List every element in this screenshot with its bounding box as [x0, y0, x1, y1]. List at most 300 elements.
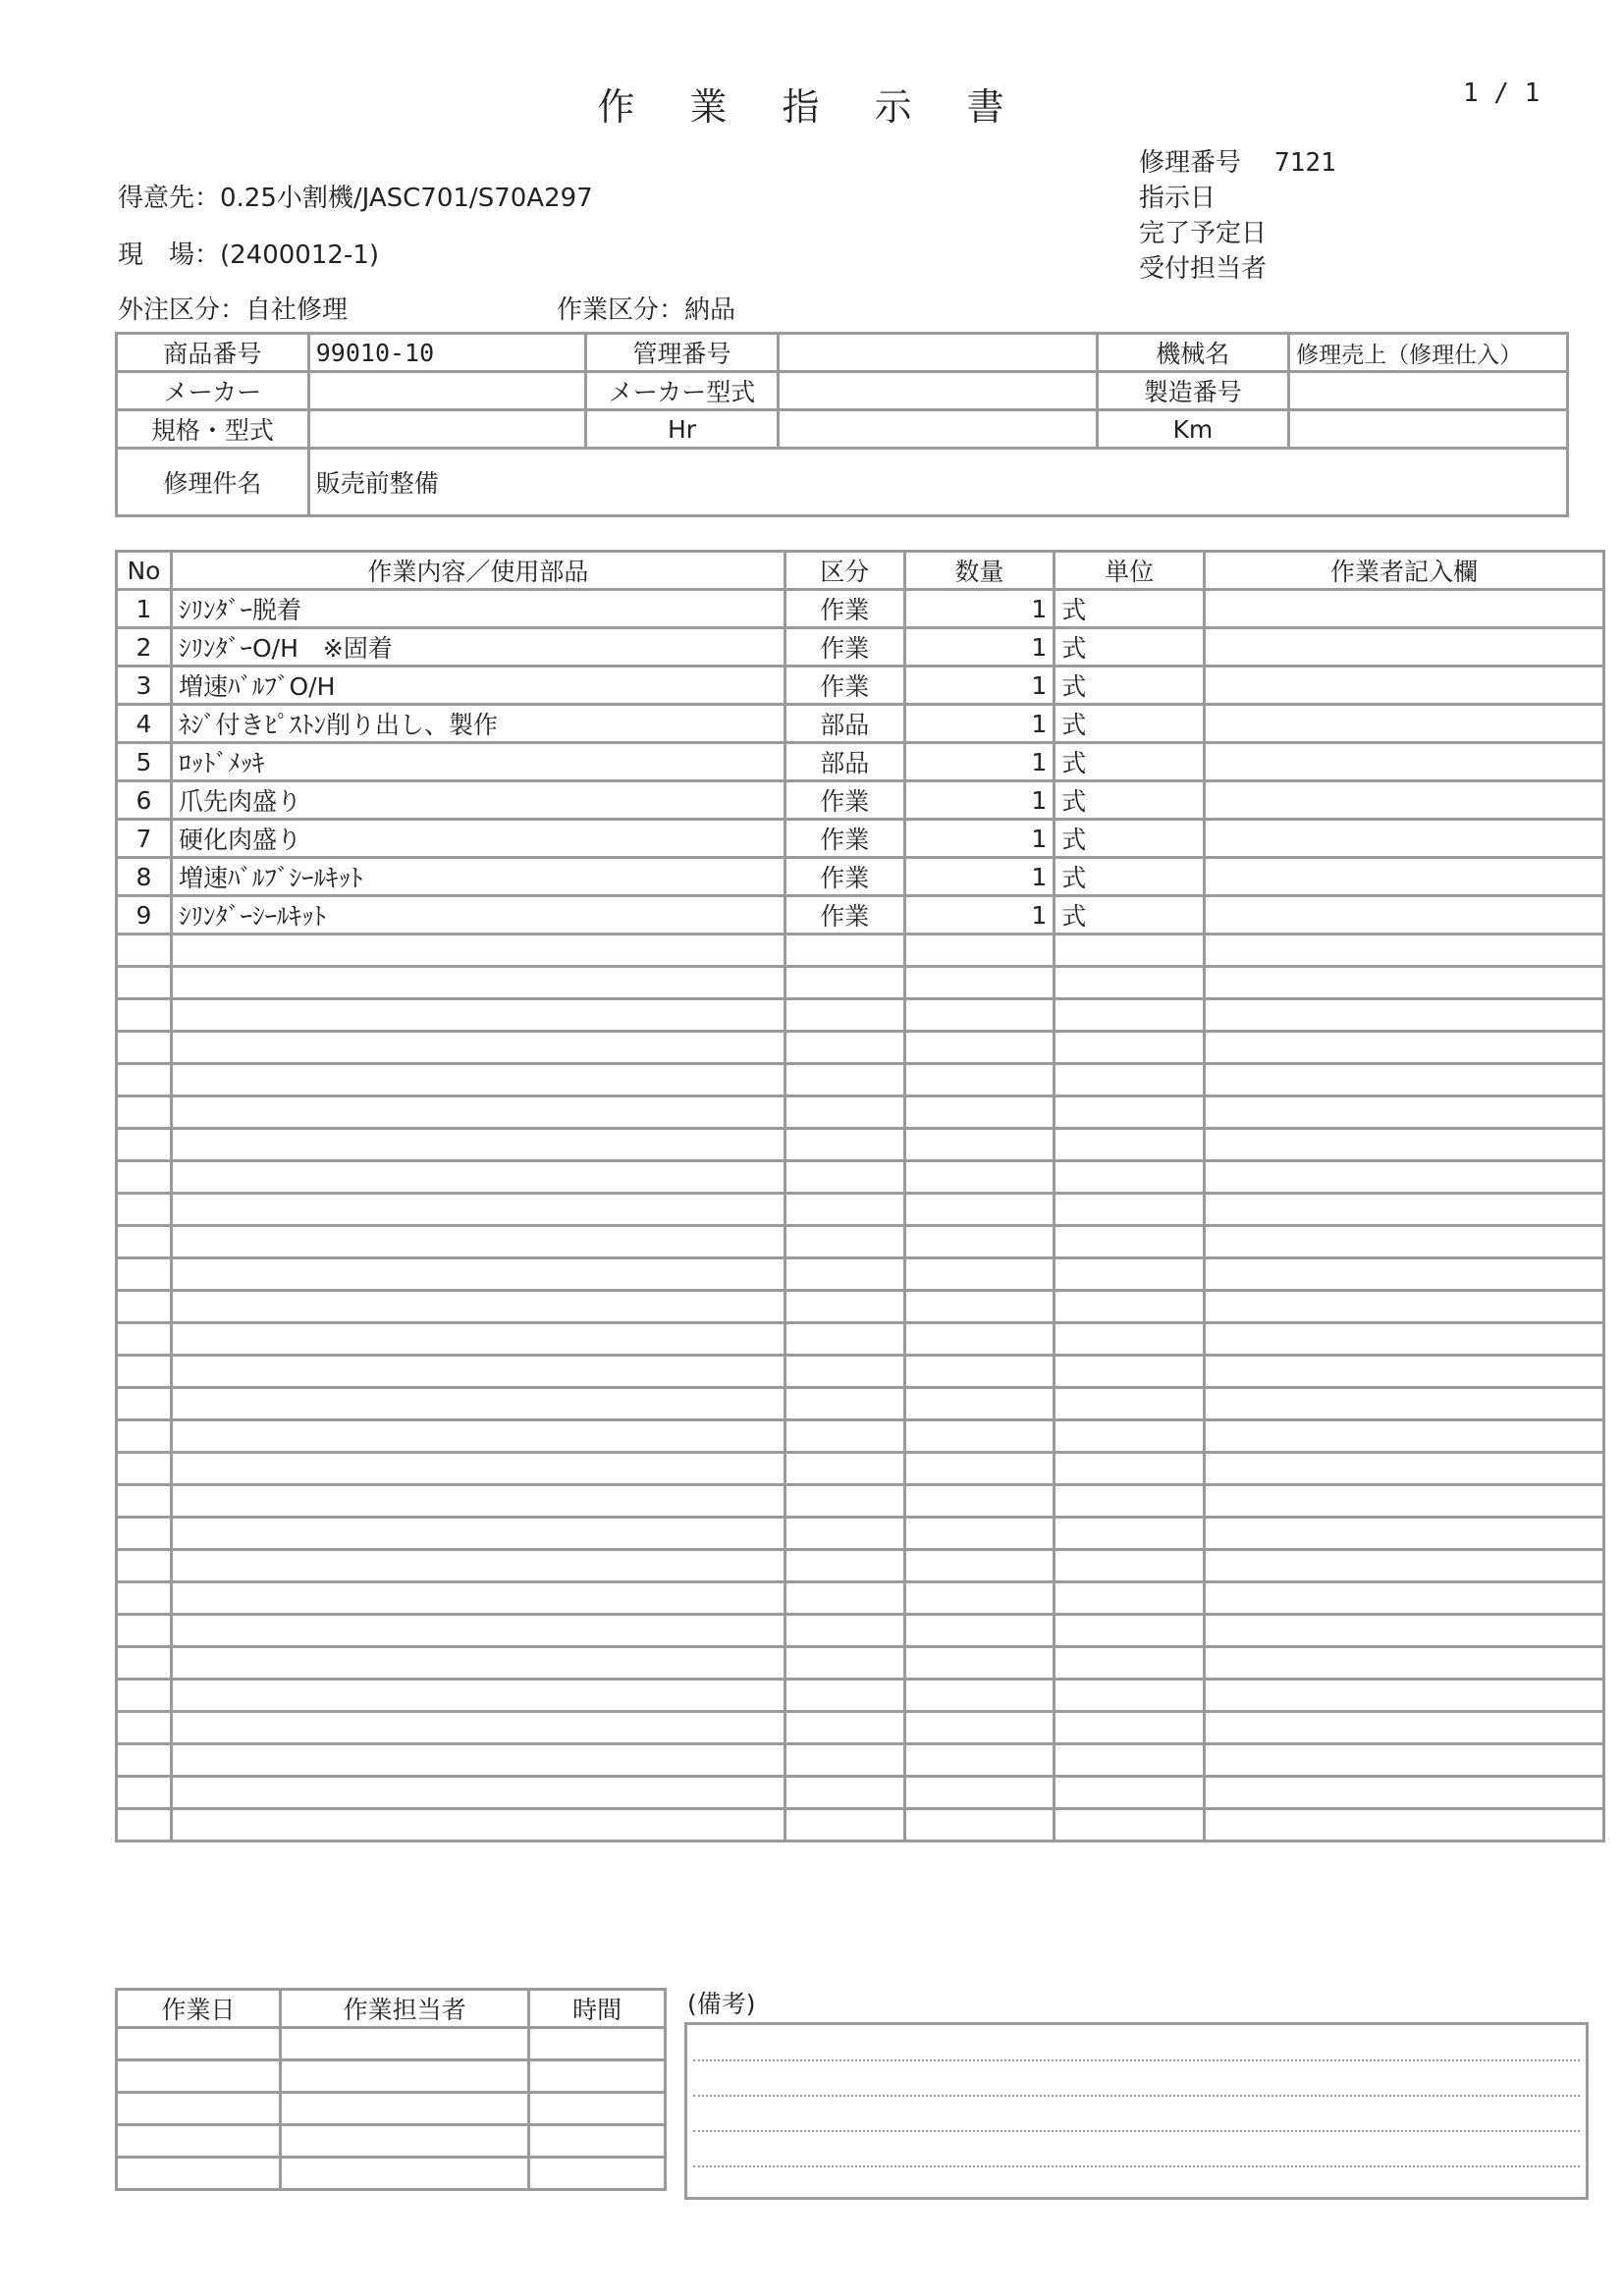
- subject: 販売前整備: [308, 449, 1567, 516]
- machine-name: 修理売上（修理仕入）: [1289, 334, 1568, 372]
- log-cell: [281, 2093, 529, 2125]
- empty-cell: [1055, 1291, 1205, 1323]
- empty-table-row: [117, 1453, 1604, 1485]
- log-cell: [117, 2125, 281, 2158]
- empty-cell: [784, 1064, 904, 1096]
- empty-cell: [904, 1647, 1055, 1680]
- empty-cell: [117, 1129, 172, 1161]
- empty-cell: [171, 1420, 784, 1453]
- table-row: [117, 820, 1604, 858]
- subject-label: 修理件名: [117, 449, 309, 516]
- empty-cell: [117, 1453, 172, 1485]
- empty-cell: [171, 1388, 784, 1420]
- empty-cell: [1055, 1032, 1205, 1064]
- row-kind: 部品: [784, 705, 904, 743]
- empty-cell: [117, 1615, 172, 1647]
- empty-cell: [1204, 1064, 1603, 1096]
- empty-cell: [1204, 1647, 1603, 1680]
- empty-cell: [117, 1064, 172, 1096]
- log-cell: [529, 2060, 666, 2093]
- row-unit: 式: [1055, 705, 1205, 743]
- empty-cell: [117, 1712, 172, 1744]
- log-cell: [117, 2028, 281, 2060]
- empty-table-row: [117, 1518, 1604, 1550]
- work-category: 作業区分：納品: [557, 295, 736, 325]
- row-worker-notes: [1204, 667, 1603, 705]
- empty-table-row: [117, 1777, 1604, 1809]
- empty-cell: [1204, 1194, 1603, 1226]
- empty-table-row: [117, 1356, 1604, 1388]
- machine-name-label: 機械名: [1097, 334, 1289, 372]
- empty-cell: [117, 1485, 172, 1518]
- page-number: 1 / 1: [1463, 79, 1541, 108]
- km-value: [1289, 410, 1568, 449]
- empty-cell: [171, 1453, 784, 1485]
- empty-cell: [171, 1323, 784, 1356]
- log-cell: [529, 2093, 666, 2125]
- empty-cell: [784, 1485, 904, 1518]
- row-quantity: 1: [904, 590, 1055, 628]
- empty-cell: [1204, 1518, 1603, 1550]
- row-quantity: 1: [904, 896, 1055, 934]
- row-no: 3: [117, 667, 172, 705]
- spec-label: 規格・型式: [117, 410, 309, 449]
- empty-cell: [1055, 1129, 1205, 1161]
- empty-cell: [117, 967, 172, 999]
- empty-cell: [1055, 1226, 1205, 1258]
- table-row: [117, 667, 1604, 705]
- site: 現 場：(2400012-1): [118, 240, 380, 270]
- empty-table-row: [117, 1615, 1604, 1647]
- remarks-line: [693, 2130, 1580, 2132]
- empty-cell: [1204, 999, 1603, 1032]
- empty-cell: [171, 1258, 784, 1291]
- empty-cell: [904, 1420, 1055, 1453]
- table-row: [117, 628, 1604, 667]
- empty-cell: [1204, 1712, 1603, 1744]
- empty-cell: [904, 1194, 1055, 1226]
- work-table-body: [117, 590, 1604, 1842]
- repair-no: 7121: [1274, 148, 1336, 178]
- log-cell: [117, 2093, 281, 2125]
- empty-cell: [117, 1096, 172, 1129]
- work-log-table: [115, 1988, 667, 2191]
- empty-cell: [784, 1291, 904, 1323]
- empty-cell: [1204, 1550, 1603, 1582]
- row-quantity: 1: [904, 858, 1055, 896]
- empty-cell: [117, 1356, 172, 1388]
- empty-cell: [117, 1161, 172, 1194]
- row-unit: 式: [1055, 781, 1205, 820]
- instruction-date-label: 指示日: [1139, 184, 1217, 213]
- remarks-line: [693, 2059, 1580, 2061]
- row-no: 7: [117, 820, 172, 858]
- empty-table-row: [117, 1291, 1604, 1323]
- empty-cell: [904, 1809, 1055, 1842]
- empty-cell: [1055, 1582, 1205, 1615]
- empty-cell: [117, 1388, 172, 1420]
- repair-no-label: 修理番号: [1139, 148, 1242, 178]
- empty-cell: [1204, 1485, 1603, 1518]
- empty-table-row: [117, 1582, 1604, 1615]
- row-description: 増速ﾊﾞﾙﾌﾞｼｰﾙｷｯﾄ: [171, 858, 784, 896]
- empty-cell: [904, 1388, 1055, 1420]
- empty-cell: [1055, 1194, 1205, 1226]
- row-description: ﾈｼﾞ付きﾋﾟｽﾄﾝ削り出し、製作: [171, 705, 784, 743]
- row-worker-notes: [1204, 628, 1603, 667]
- table-row: [117, 858, 1604, 896]
- empty-cell: [1204, 1615, 1603, 1647]
- row-description: ﾛｯﾄﾞﾒｯｷ: [171, 743, 784, 781]
- empty-cell: [171, 1777, 784, 1809]
- empty-table-row: [117, 1420, 1604, 1453]
- mgmt-no: [778, 334, 1097, 372]
- empty-cell: [1204, 1096, 1603, 1129]
- outsource-category: 外注区分：自社修理: [118, 295, 349, 325]
- log-cell: [281, 2125, 529, 2158]
- empty-cell: [1204, 1388, 1603, 1420]
- table-row: [117, 781, 1604, 820]
- row-quantity: 1: [904, 628, 1055, 667]
- empty-cell: [171, 1194, 784, 1226]
- empty-cell: [1055, 1615, 1205, 1647]
- row-unit: 式: [1055, 743, 1205, 781]
- empty-table-row: [117, 1064, 1604, 1096]
- row-kind: 作業: [784, 781, 904, 820]
- remarks-label: (備考): [687, 1990, 756, 2018]
- log-row: [117, 2125, 666, 2158]
- maker-model-label: メーカー型式: [586, 372, 779, 410]
- empty-cell: [784, 1777, 904, 1809]
- planned-completion-label: 完了予定日: [1139, 219, 1268, 248]
- empty-cell: [904, 1615, 1055, 1647]
- mgmt-no-label: 管理番号: [586, 334, 779, 372]
- row-worker-notes: [1204, 858, 1603, 896]
- empty-cell: [117, 1323, 172, 1356]
- maker-model: [778, 372, 1097, 410]
- row-kind: 作業: [784, 896, 904, 934]
- empty-cell: [784, 1032, 904, 1064]
- log-header-staff: 作業担当者: [281, 1990, 529, 2028]
- header-kind: 区分: [784, 552, 904, 590]
- empty-cell: [171, 1712, 784, 1744]
- empty-cell: [171, 1226, 784, 1258]
- row-kind: 作業: [784, 628, 904, 667]
- empty-table-row: [117, 967, 1604, 999]
- row-no: 2: [117, 628, 172, 667]
- reception-staff-label: 受付担当者: [1139, 254, 1268, 284]
- serial-label: 製造番号: [1097, 372, 1289, 410]
- empty-cell: [784, 1453, 904, 1485]
- empty-cell: [171, 934, 784, 967]
- empty-cell: [1055, 1161, 1205, 1194]
- remarks-box: [684, 2022, 1589, 2200]
- header-quantity: 数量: [904, 552, 1055, 590]
- empty-cell: [1204, 1777, 1603, 1809]
- row-no: 5: [117, 743, 172, 781]
- empty-cell: [1204, 1161, 1603, 1194]
- empty-cell: [784, 1680, 904, 1712]
- empty-cell: [1204, 1129, 1603, 1161]
- empty-cell: [1055, 1258, 1205, 1291]
- empty-table-row: [117, 1032, 1604, 1064]
- row-quantity: 1: [904, 705, 1055, 743]
- empty-cell: [904, 1356, 1055, 1388]
- empty-cell: [784, 1258, 904, 1291]
- empty-cell: [171, 1129, 784, 1161]
- empty-cell: [904, 1323, 1055, 1356]
- row-description: ｼﾘﾝﾀﾞｰO/H ※固着: [171, 628, 784, 667]
- empty-cell: [171, 1518, 784, 1550]
- product-no-label: 商品番号: [117, 334, 309, 372]
- spec: [308, 410, 585, 449]
- row-worker-notes: [1204, 781, 1603, 820]
- empty-cell: [1204, 1032, 1603, 1064]
- empty-cell: [904, 1161, 1055, 1194]
- empty-cell: [171, 1680, 784, 1712]
- empty-cell: [784, 1647, 904, 1680]
- empty-cell: [1055, 1388, 1205, 1420]
- empty-cell: [904, 934, 1055, 967]
- log-row: [117, 2060, 666, 2093]
- empty-cell: [904, 1096, 1055, 1129]
- row-description: ｼﾘﾝﾀﾞｰｼｰﾙｷｯﾄ: [171, 896, 784, 934]
- empty-cell: [1055, 1712, 1205, 1744]
- empty-table-row: [117, 934, 1604, 967]
- row-quantity: 1: [904, 667, 1055, 705]
- row-worker-notes: [1204, 705, 1603, 743]
- work-log-body: [117, 2028, 666, 2190]
- table-row: [117, 743, 1604, 781]
- log-header-date: 作業日: [117, 1990, 281, 2028]
- empty-cell: [784, 1194, 904, 1226]
- empty-cell: [1055, 1809, 1205, 1842]
- empty-cell: [1055, 1323, 1205, 1356]
- empty-cell: [1055, 1485, 1205, 1518]
- empty-cell: [117, 1032, 172, 1064]
- hr-value: [778, 410, 1097, 449]
- empty-cell: [117, 1194, 172, 1226]
- log-cell: [281, 2028, 529, 2060]
- empty-cell: [784, 934, 904, 967]
- empty-cell: [117, 1291, 172, 1323]
- empty-cell: [171, 1096, 784, 1129]
- empty-table-row: [117, 1226, 1604, 1258]
- empty-cell: [784, 1615, 904, 1647]
- row-worker-notes: [1204, 743, 1603, 781]
- empty-cell: [117, 1550, 172, 1582]
- hr-label: Hr: [586, 410, 779, 449]
- row-no: 9: [117, 896, 172, 934]
- empty-cell: [784, 1161, 904, 1194]
- log-cell: [117, 2158, 281, 2190]
- empty-cell: [1055, 1744, 1205, 1777]
- empty-table-row: [117, 1550, 1604, 1582]
- empty-cell: [117, 1647, 172, 1680]
- row-kind: 部品: [784, 743, 904, 781]
- remarks-line: [693, 2165, 1580, 2167]
- empty-cell: [1204, 1744, 1603, 1777]
- empty-cell: [784, 1129, 904, 1161]
- empty-cell: [171, 1744, 784, 1777]
- empty-cell: [1055, 1550, 1205, 1582]
- row-worker-notes: [1204, 820, 1603, 858]
- empty-cell: [904, 1485, 1055, 1518]
- empty-cell: [1204, 1680, 1603, 1712]
- header-worker-notes: 作業者記入欄: [1204, 552, 1603, 590]
- row-no: 1: [117, 590, 172, 628]
- empty-cell: [1204, 1356, 1603, 1388]
- empty-cell: [784, 967, 904, 999]
- empty-cell: [171, 1550, 784, 1582]
- empty-table-row: [117, 1712, 1604, 1744]
- log-row: [117, 2028, 666, 2060]
- header-description: 作業内容／使用部品: [171, 552, 784, 590]
- document-title: 作 業 指 示 書: [597, 85, 1026, 129]
- empty-table-row: [117, 1161, 1604, 1194]
- empty-table-row: [117, 999, 1604, 1032]
- row-no: 6: [117, 781, 172, 820]
- row-kind: 作業: [784, 667, 904, 705]
- row-unit: 式: [1055, 820, 1205, 858]
- log-cell: [117, 2060, 281, 2093]
- empty-cell: [117, 1777, 172, 1809]
- log-cell: [529, 2158, 666, 2190]
- empty-cell: [784, 1388, 904, 1420]
- empty-cell: [171, 1485, 784, 1518]
- empty-cell: [1204, 1420, 1603, 1453]
- empty-cell: [171, 1356, 784, 1388]
- empty-cell: [1055, 1420, 1205, 1453]
- row-description: 硬化肉盛り: [171, 820, 784, 858]
- log-cell: [529, 2028, 666, 2060]
- remarks-line: [693, 2095, 1580, 2097]
- empty-cell: [904, 1291, 1055, 1323]
- empty-table-row: [117, 1096, 1604, 1129]
- empty-cell: [904, 1680, 1055, 1712]
- empty-cell: [171, 1647, 784, 1680]
- empty-cell: [904, 999, 1055, 1032]
- log-cell: [281, 2158, 529, 2190]
- empty-cell: [1204, 934, 1603, 967]
- empty-cell: [784, 1809, 904, 1842]
- row-no: 4: [117, 705, 172, 743]
- empty-cell: [1055, 999, 1205, 1032]
- empty-cell: [117, 1518, 172, 1550]
- log-header-time: 時間: [529, 1990, 666, 2028]
- customer: 得意先：0.25小割機/JASC701/S70A297: [118, 184, 593, 213]
- empty-table-row: [117, 1809, 1604, 1842]
- empty-cell: [784, 999, 904, 1032]
- empty-cell: [1055, 1518, 1205, 1550]
- row-quantity: 1: [904, 781, 1055, 820]
- work-table-header: [117, 552, 1604, 590]
- empty-table-row: [117, 1258, 1604, 1291]
- empty-cell: [171, 999, 784, 1032]
- table-row: [117, 896, 1604, 934]
- empty-cell: [784, 1323, 904, 1356]
- empty-cell: [171, 1161, 784, 1194]
- empty-cell: [117, 999, 172, 1032]
- empty-cell: [117, 934, 172, 967]
- empty-table-row: [117, 1485, 1604, 1518]
- empty-cell: [1204, 1291, 1603, 1323]
- empty-cell: [784, 1744, 904, 1777]
- log-cell: [529, 2125, 666, 2158]
- empty-cell: [1055, 1064, 1205, 1096]
- log-row: [117, 2093, 666, 2125]
- empty-cell: [171, 1064, 784, 1096]
- empty-cell: [904, 1258, 1055, 1291]
- empty-cell: [1204, 1809, 1603, 1842]
- empty-cell: [171, 1032, 784, 1064]
- empty-cell: [1055, 1356, 1205, 1388]
- empty-cell: [784, 1518, 904, 1550]
- empty-table-row: [117, 1647, 1604, 1680]
- header-unit: 単位: [1055, 552, 1205, 590]
- empty-table-row: [117, 1744, 1604, 1777]
- empty-cell: [904, 1129, 1055, 1161]
- empty-table-row: [117, 1680, 1604, 1712]
- row-worker-notes: [1204, 896, 1603, 934]
- work-table: [115, 550, 1605, 1842]
- empty-cell: [784, 1712, 904, 1744]
- empty-cell: [904, 1712, 1055, 1744]
- empty-cell: [904, 1518, 1055, 1550]
- empty-cell: [117, 1680, 172, 1712]
- row-kind: 作業: [784, 590, 904, 628]
- empty-cell: [1055, 1680, 1205, 1712]
- row-unit: 式: [1055, 590, 1205, 628]
- row-unit: 式: [1055, 896, 1205, 934]
- row-unit: 式: [1055, 628, 1205, 667]
- empty-cell: [117, 1744, 172, 1777]
- row-unit: 式: [1055, 667, 1205, 705]
- empty-cell: [1204, 1258, 1603, 1291]
- row-no: 8: [117, 858, 172, 896]
- empty-cell: [117, 1420, 172, 1453]
- km-label: Km: [1097, 410, 1289, 449]
- row-worker-notes: [1204, 590, 1603, 628]
- product-info-table: [115, 332, 1569, 517]
- empty-cell: [784, 1096, 904, 1129]
- log-row: [117, 2158, 666, 2190]
- empty-cell: [1055, 967, 1205, 999]
- empty-cell: [1055, 934, 1205, 967]
- row-kind: 作業: [784, 820, 904, 858]
- empty-cell: [904, 1550, 1055, 1582]
- row-quantity: 1: [904, 820, 1055, 858]
- empty-cell: [904, 967, 1055, 999]
- empty-cell: [117, 1258, 172, 1291]
- row-kind: 作業: [784, 858, 904, 896]
- table-row: [117, 590, 1604, 628]
- empty-cell: [171, 1809, 784, 1842]
- empty-cell: [904, 1744, 1055, 1777]
- empty-cell: [784, 1356, 904, 1388]
- empty-cell: [1055, 1647, 1205, 1680]
- empty-cell: [904, 1777, 1055, 1809]
- row-quantity: 1: [904, 743, 1055, 781]
- maker: [308, 372, 585, 410]
- empty-cell: [904, 1032, 1055, 1064]
- empty-cell: [904, 1453, 1055, 1485]
- empty-cell: [117, 1582, 172, 1615]
- empty-cell: [784, 1582, 904, 1615]
- empty-cell: [1204, 1323, 1603, 1356]
- empty-table-row: [117, 1129, 1604, 1161]
- repair-info-block: [1139, 145, 1336, 287]
